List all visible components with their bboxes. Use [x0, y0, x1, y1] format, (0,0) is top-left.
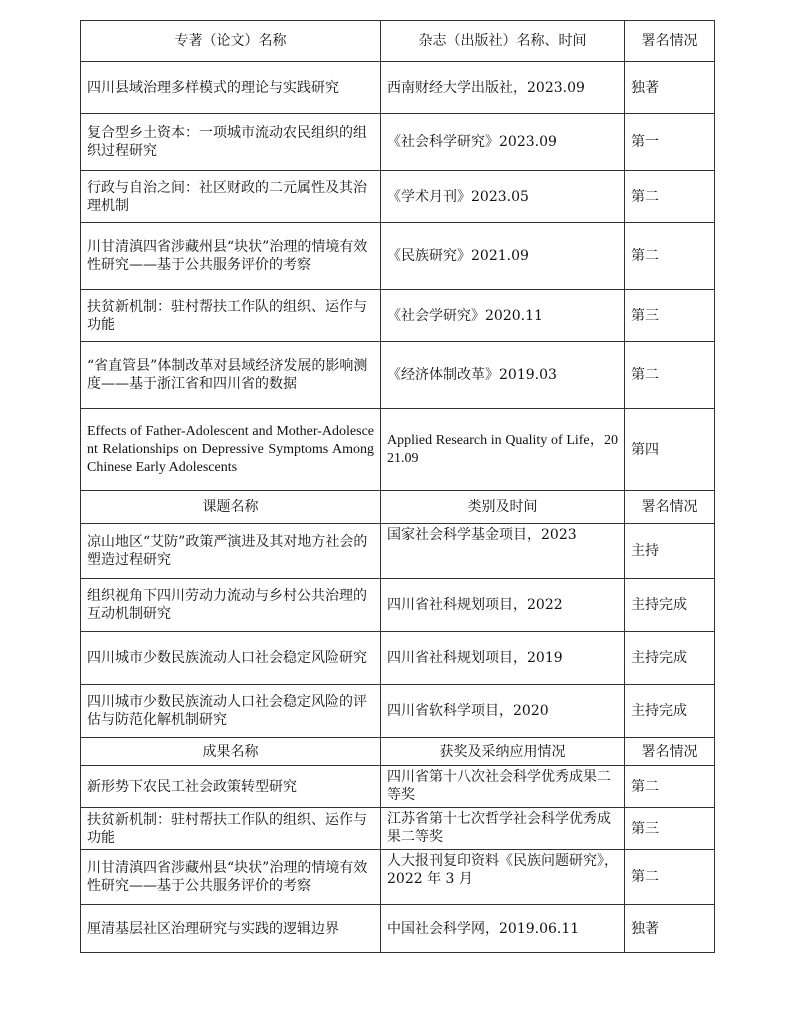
venue-cell: 四川省社科规划项目，2022 [381, 579, 625, 632]
achievements-table-body [81, 21, 715, 953]
title-cell: 四川县域治理多样模式的理论与实践研究 [81, 62, 381, 114]
venue-cell: 《社会科学研究》2023.09 [381, 114, 625, 171]
role-cell: 独著 [625, 905, 715, 953]
achievements-table [80, 20, 715, 953]
publication-venue-header: 杂志（出版社）名称、时间 [381, 21, 625, 62]
title-cell: 四川城市少数民族流动人口社会稳定风险的评估与防范化解机制研究 [81, 685, 381, 738]
role-cell: 主持完成 [625, 579, 715, 632]
role-cell: 第四 [625, 409, 715, 491]
publication-role-header: 署名情况 [625, 21, 715, 62]
award-row [81, 766, 715, 808]
venue-cell: 国家社会科学基金项目，2023 [381, 524, 625, 579]
title-cell: 四川城市少数民族流动人口社会稳定风险研究 [81, 632, 381, 685]
role-cell: 第二 [625, 850, 715, 905]
award-row [81, 905, 715, 953]
award-role-header: 署名情况 [625, 738, 715, 766]
venue-cell: 《学术月刊》2023.05 [381, 171, 625, 223]
publication-row [81, 62, 715, 114]
publication-row [81, 290, 715, 342]
venue-cell: 四川省第十八次社会科学优秀成果二等奖 [381, 766, 625, 808]
publication-title-header: 专著（论文）名称 [81, 21, 381, 62]
role-cell: 独著 [625, 62, 715, 114]
role-cell: 第二 [625, 223, 715, 290]
project-header-row [81, 491, 715, 524]
publication-row [81, 342, 715, 409]
role-cell: 第一 [625, 114, 715, 171]
project-row [81, 524, 715, 579]
venue-cell: 《民族研究》2021.09 [381, 223, 625, 290]
venue-cell: Applied Research in Quality of Life，2021.09 [381, 409, 625, 491]
role-cell: 第二 [625, 766, 715, 808]
title-cell: 行政与自治之间：社区财政的二元属性及其治理机制 [81, 171, 381, 223]
award-row [81, 808, 715, 850]
title-cell: 扶贫新机制：驻村帮扶工作队的组织、运作与功能 [81, 808, 381, 850]
publication-row [81, 223, 715, 290]
title-cell: “省直管县”体制改革对县域经济发展的影响测度——基于浙江省和四川省的数据 [81, 342, 381, 409]
venue-cell: 四川省软科学项目，2020 [381, 685, 625, 738]
project-row [81, 632, 715, 685]
venue-cell: 《社会学研究》2020.11 [381, 290, 625, 342]
publication-row [81, 409, 715, 491]
publication-header-row [81, 21, 715, 62]
role-cell: 主持 [625, 524, 715, 579]
venue-cell: 人大报刊复印资料《民族问题研究》，2022 年 3 月 [381, 850, 625, 905]
role-cell: 第三 [625, 808, 715, 850]
role-cell: 第二 [625, 171, 715, 223]
role-cell: 第二 [625, 342, 715, 409]
venue-cell: 《经济体制改革》2019.03 [381, 342, 625, 409]
publication-row [81, 171, 715, 223]
venue-cell: 西南财经大学出版社，2023.09 [381, 62, 625, 114]
venue-cell: 中国社会科学网，2019.06.11 [381, 905, 625, 953]
award-row [81, 850, 715, 905]
project-venue-header: 类别及时间 [381, 491, 625, 524]
title-cell: 扶贫新机制：驻村帮扶工作队的组织、运作与功能 [81, 290, 381, 342]
title-cell: 川甘清滇四省涉藏州县“块状”治理的情境有效性研究——基于公共服务评价的考察 [81, 223, 381, 290]
project-row [81, 685, 715, 738]
title-cell: 组织视角下四川劳动力流动与乡村公共治理的互动机制研究 [81, 579, 381, 632]
title-cell: 川甘清滇四省涉藏州县“块状”治理的情境有效性研究——基于公共服务评价的考察 [81, 850, 381, 905]
role-cell: 主持完成 [625, 632, 715, 685]
publication-row [81, 114, 715, 171]
award-title-header: 成果名称 [81, 738, 381, 766]
project-role-header: 署名情况 [625, 491, 715, 524]
title-cell: Effects of Father-Adolescent and Mother-Adolescent Relationships on Depressive Symptoms Among Chinese Early Adolescents [81, 409, 381, 491]
award-header-row [81, 738, 715, 766]
title-cell: 新形势下农民工社会政策转型研究 [81, 766, 381, 808]
award-venue-header: 获奖及采纳应用情况 [381, 738, 625, 766]
venue-cell: 四川省社科规划项目，2019 [381, 632, 625, 685]
role-cell: 主持完成 [625, 685, 715, 738]
role-cell: 第三 [625, 290, 715, 342]
title-cell: 厘清基层社区治理研究与实践的逻辑边界 [81, 905, 381, 953]
project-title-header: 课题名称 [81, 491, 381, 524]
venue-cell: 江苏省第十七次哲学社会科学优秀成果二等奖 [381, 808, 625, 850]
project-row [81, 579, 715, 632]
title-cell: 复合型乡土资本：一项城市流动农民组织的组织过程研究 [81, 114, 381, 171]
title-cell: 凉山地区“艾防”政策严演进及其对地方社会的塑造过程研究 [81, 524, 381, 579]
